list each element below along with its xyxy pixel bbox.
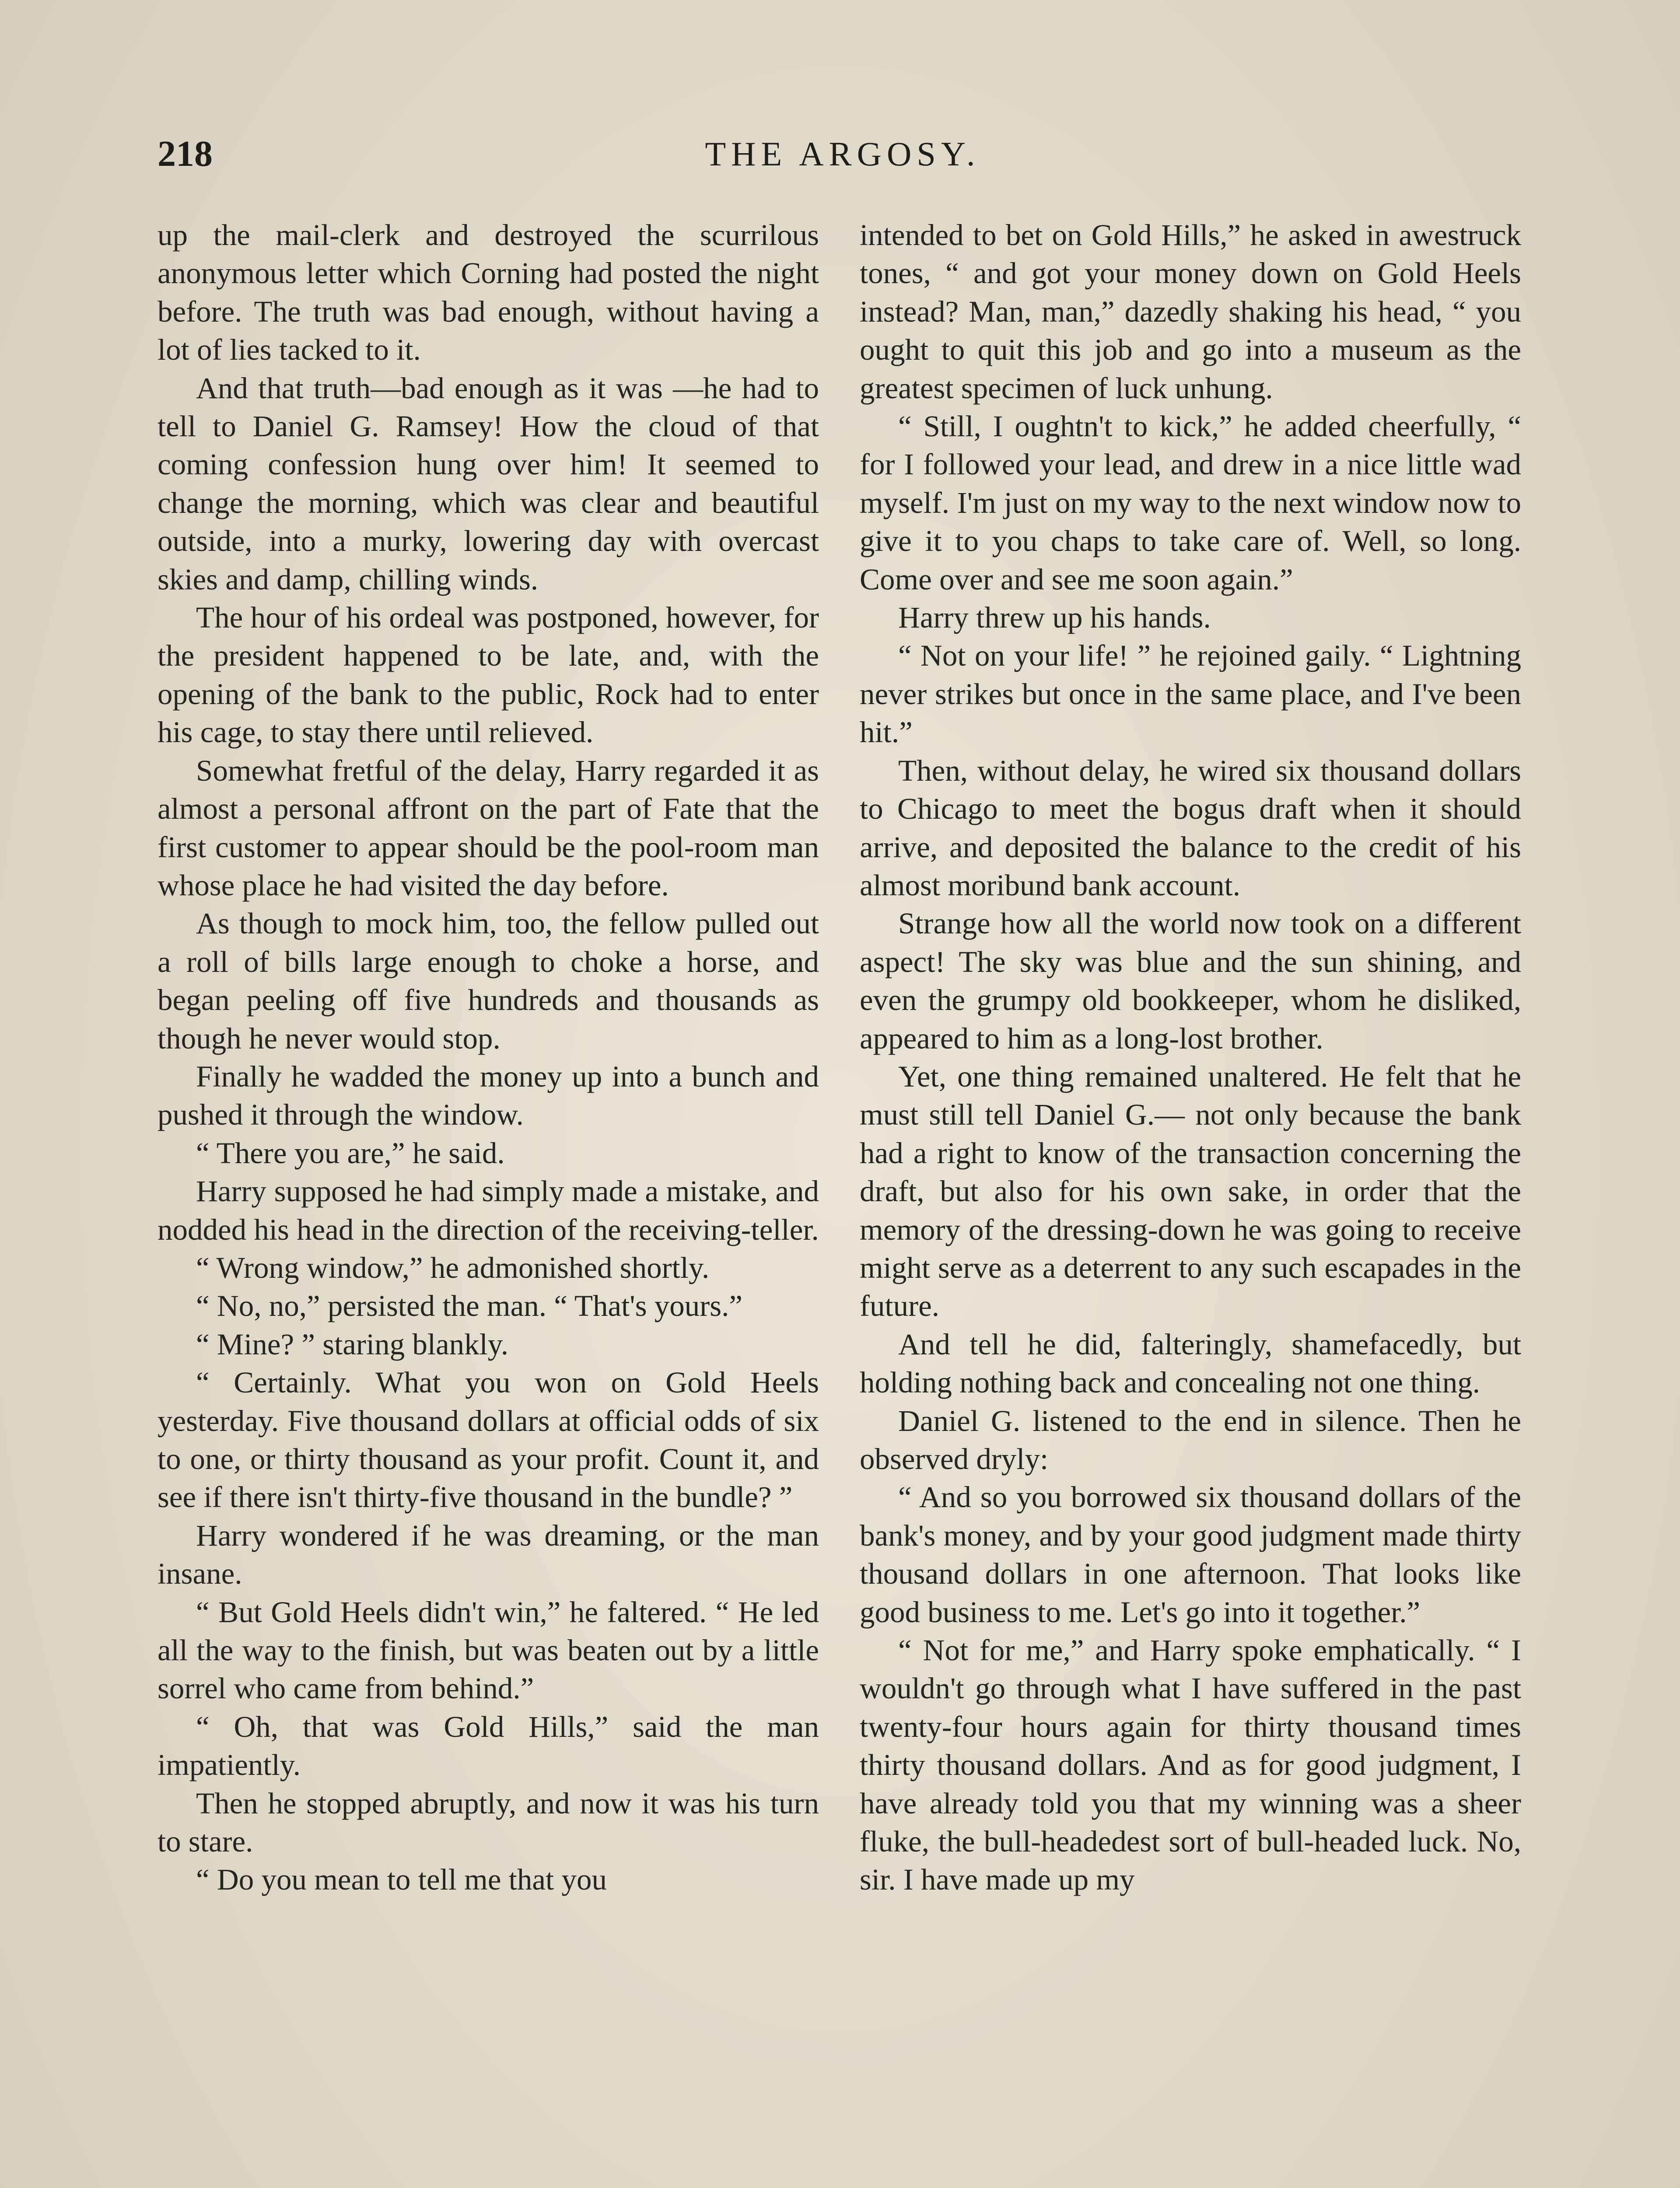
paragraph: Harry threw up his hands. — [898, 601, 1211, 635]
paragraph: “ There you are,” he said. — [196, 1136, 505, 1170]
paragraph: And tell he did, falteringly, shamefacedly, but holding nothing back and concealing not one thing. — [860, 1327, 1521, 1399]
paragraph: “ Not on your life! ” he rejoined gaily. “ Lightning never strikes but once in the same place, and I've been hit.” — [860, 639, 1521, 749]
paragraph: “ Oh, that was Gold Hills,” said the man impatiently. — [158, 1710, 819, 1782]
paragraph: As though to mock him, too, the fellow pulled out a roll of bills large enough to choke a horse, and began peeling off five hundreds and thousands as though he never would stop. — [158, 907, 819, 1055]
paragraph: Harry supposed he had simply made a mistake, and nodded his head in the direction of the receiving-teller. — [158, 1175, 819, 1246]
paragraph: up the mail-clerk and destroyed the scurrilous anonymous letter which Corning had posted the night before. The truth was bad enough, without having a lot of lies tacked to it. — [158, 218, 819, 367]
paragraph: And that truth—bad enough as it was —he had to tell to Daniel G. Ramsey! How the cloud of that coming confession hung over him! It seemed to change the morning, which was clear and beautiful outside, into a murky, lowering day with overcast skies and damp, chilling winds. — [158, 371, 819, 596]
paragraph: Somewhat fretful of the delay, Harry regarded it as almost a personal affront on the part of Fate that the first customer to appear should be the pool-room man whose place he had visited the day before. — [158, 754, 819, 902]
running-head: THE ARGOSY. — [705, 135, 980, 173]
page-header — [158, 128, 1528, 180]
paragraph: “ Do you mean to tell me that you — [196, 1863, 607, 1897]
paragraph: “ But Gold Heels didn't win,” he faltered. “ He led all the way to the finish, but was beaten out by a little sorrel who came from behind.” — [158, 1595, 819, 1705]
paragraph: “ Mine? ” staring blankly. — [196, 1327, 509, 1361]
paragraph: “ No, no,” persisted the man. “ That's yours.” — [196, 1289, 743, 1323]
paragraph: “ Wrong window,” he admonished shortly. — [196, 1251, 710, 1284]
page-number: 218 — [158, 133, 213, 174]
paragraph: Finally he wadded the money up into a bunch and pushed it through the window. — [158, 1059, 819, 1132]
paragraph: intended to bet on Gold Hills,” he asked in awestruck tones, “ and got your money down on Gold Heels instead? Man, man,” dazedly shaking his head, “ you ought to quit this job and go into a museum as the greatest specimen of luck unhung. — [860, 218, 1521, 405]
paragraph: Then he stopped abruptly, and now it was his turn to stare. — [158, 1786, 819, 1858]
right-column — [860, 216, 1521, 1899]
paragraph: Harry wondered if he was dreaming, or the man insane. — [158, 1518, 819, 1591]
paragraph: “ Certainly. What you won on Gold Heels yesterday. Five thousand dollars at official odds of six to one, or thirty thousand as your profit. Count it, and see if there isn't thirty-five thousand in the bundle? ” — [158, 1366, 819, 1514]
paragraph: “ And so you borrowed six thousand dollars of the bank's money, and by your good judgment made thirty thousand dollars in one afternoon. That looks like good business to me. Let's go into it together.” — [860, 1480, 1521, 1629]
left-column — [158, 216, 819, 1899]
paragraph: Then, without delay, he wired six thousand dollars to Chicago to meet the bogus draft when it should arrive, and deposited the balance to the credit of his almost moribund bank account. — [860, 754, 1521, 902]
paragraph: “ Still, I oughtn't to kick,” he added cheerfully, “ for I followed your lead, and drew in a nice little wad myself. I'm just on my way to the next window now to give it to you chaps to take care of. Well, so long. Come over and see me soon again.” — [860, 410, 1521, 596]
paragraph: Strange how all the world now took on a different aspect! The sky was blue and the sun shining, and even the grumpy old bookkeeper, whom he disliked, appeared to him as a long-lost brother. — [860, 907, 1521, 1055]
paragraph: Daniel G. listened to the end in silence. Then he observed dryly: — [860, 1404, 1521, 1476]
paragraph: Yet, one thing remained unaltered. He felt that he must still tell Daniel G.— not only because the bank had a right to know of the transaction concerning the draft, but also for his own sake, in order that the memory of the dressing-down he was going to receive might serve as a deterrent to any such escapades in the future. — [860, 1059, 1521, 1323]
paragraph: The hour of his ordeal was postponed, however, for the president happened to be late, and, with the opening of the bank to the public, Rock had to enter his cage, to stay there until relieved. — [158, 601, 819, 749]
paragraph: “ Not for me,” and Harry spoke emphatically. “ I wouldn't go through what I have suffered in the past twenty-four hours again for thirty thousand times thirty thousand dollars. And as for good judgment, I have already told you that my winning was a sheer fluke, the bull-headedest sort of bull-headed luck. No, sir. I have made up my — [860, 1634, 1521, 1897]
